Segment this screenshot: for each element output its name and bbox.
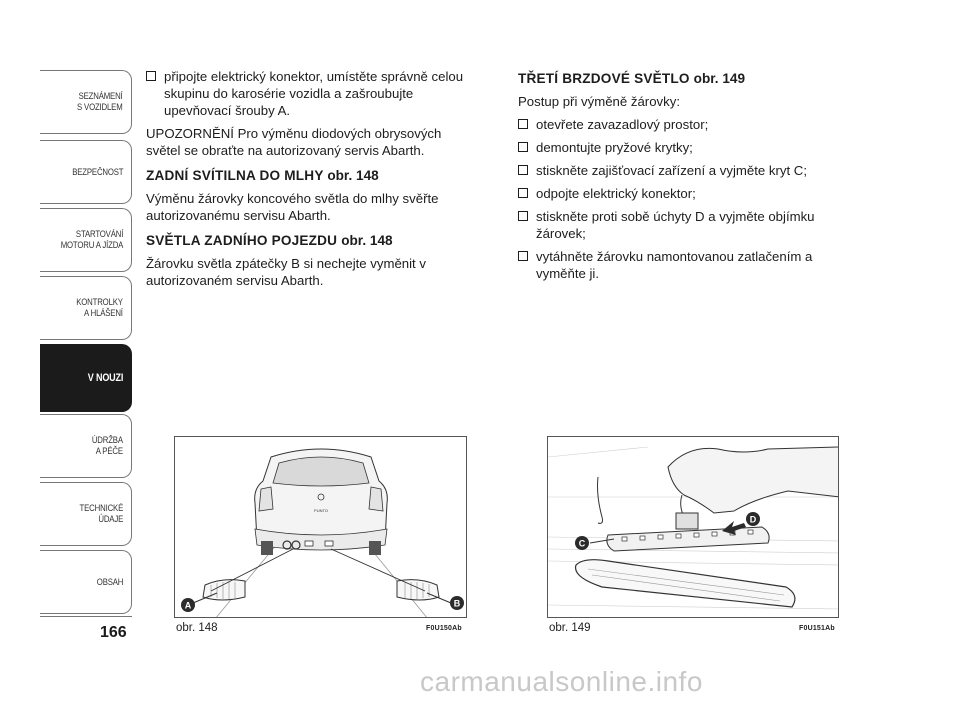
list-item (518, 139, 858, 156)
tab-bezpecnost[interactable] (40, 140, 132, 204)
list-item-text: otevřete zavazadlový prostor; (536, 117, 709, 132)
checkbox-bullet-icon (518, 188, 528, 198)
left-column (146, 68, 476, 297)
checkbox-bullet-icon (146, 71, 156, 81)
checkbox-bullet-icon (518, 119, 528, 129)
label-c: C (578, 538, 586, 549)
watermark: carmanualsonline.info (420, 666, 703, 697)
tab-startovani[interactable] (40, 208, 132, 272)
figure-reference: obr. 148 (341, 233, 393, 248)
tab-label: BEZPEČNOST (71, 166, 123, 178)
figure-code: F0U151Ab (799, 625, 835, 632)
tab-label: ÚDRŽBA A PÉČE (91, 435, 123, 457)
brake-light-illustration (548, 437, 839, 618)
list-item (518, 248, 858, 282)
figure-code: F0U150Ab (426, 625, 462, 632)
right-column (518, 68, 858, 288)
car-badge-text: PUNTO (314, 508, 328, 513)
figure-148-illustration (174, 436, 467, 618)
list-item-text: demontujte pryžové krytky; (536, 140, 693, 155)
tab-technicke[interactable] (40, 482, 132, 546)
figure-caption: obr. 148 (176, 622, 218, 634)
section-title: TŘETÍ BRZDOVÉ SVĚTLO (518, 71, 690, 86)
tab-label: KONTROLKY A HLÁŠENÍ (76, 297, 123, 319)
section-heading (146, 232, 476, 249)
sidebar-divider (40, 616, 132, 617)
list-item-text: vytáhněte žárovku namontovanou zatlačením a vyměňte ji. (536, 249, 813, 281)
figure-149-illustration (547, 436, 839, 618)
figure-reference: obr. 148 (327, 168, 379, 183)
car-rear-illustration (175, 437, 467, 618)
list-item (518, 162, 858, 179)
tab-udrzba[interactable] (40, 414, 132, 478)
checkbox-bullet-icon (518, 165, 528, 175)
section-heading (146, 167, 476, 184)
tab-label: STARTOVÁNÍ MOTORU A JÍZDA (60, 229, 123, 251)
section-title: SVĚTLA ZADNÍHO POJEZDU (146, 233, 338, 248)
tab-label: V NOUZI (87, 371, 123, 384)
list-item-text: odpojte elektrický konektor; (536, 186, 696, 201)
tab-v-nouzi[interactable] (40, 344, 132, 412)
label-b: B (453, 598, 461, 609)
procedure-intro: Postup při výměně žárovky: (518, 94, 680, 109)
tab-label: OBSAH (96, 576, 123, 588)
checkbox-bullet-icon (518, 251, 528, 261)
checkbox-bullet-icon (518, 142, 528, 152)
list-item (518, 185, 858, 202)
tab-obsah[interactable] (40, 550, 132, 614)
list-item-text: stiskněte zajišťovací zařízení a vyjměte kryt C; (536, 163, 807, 178)
tab-kontrolky[interactable] (40, 276, 132, 340)
list-item-text: připojte elektrický konektor, umístěte správně celou skupinu do karosérie vozidla a zašroubujte upevňovací šrouby A. (164, 69, 464, 118)
tab-label: SEZNÁMENÍ S VOZIDLEM (77, 91, 123, 113)
list-item (518, 208, 858, 242)
checkbox-bullet-icon (518, 211, 528, 221)
section-heading (518, 70, 858, 87)
warning-note: UPOZORNĚNÍ Pro výměnu diodových obrysových světel se obraťte na autorizovaný servis Abarth. (146, 126, 442, 158)
page-number: 166 (100, 624, 127, 641)
label-d: D (749, 514, 757, 525)
section-text: Žárovku světla zpátečky B si nechejte vyměnit v autorizovaném servisu Abarth. (146, 256, 426, 288)
section-text: Výměnu žárovky koncového světla do mlhy svěřte autorizovanému servisu Abarth. (146, 191, 439, 223)
list-item (518, 116, 858, 133)
tab-label: TECHNICKÉ ÚDAJE (79, 503, 123, 525)
figure-caption: obr. 149 (549, 622, 591, 634)
list-item (146, 68, 476, 119)
label-a: A (184, 600, 192, 611)
tab-seznameni[interactable] (40, 70, 132, 134)
figure-reference: obr. 149 (693, 71, 746, 86)
section-title: ZADNÍ SVÍTILNA DO MLHY (146, 168, 324, 183)
list-item-text: stiskněte proti sobě úchyty D a vyjměte objímku žárovek; (536, 209, 815, 241)
